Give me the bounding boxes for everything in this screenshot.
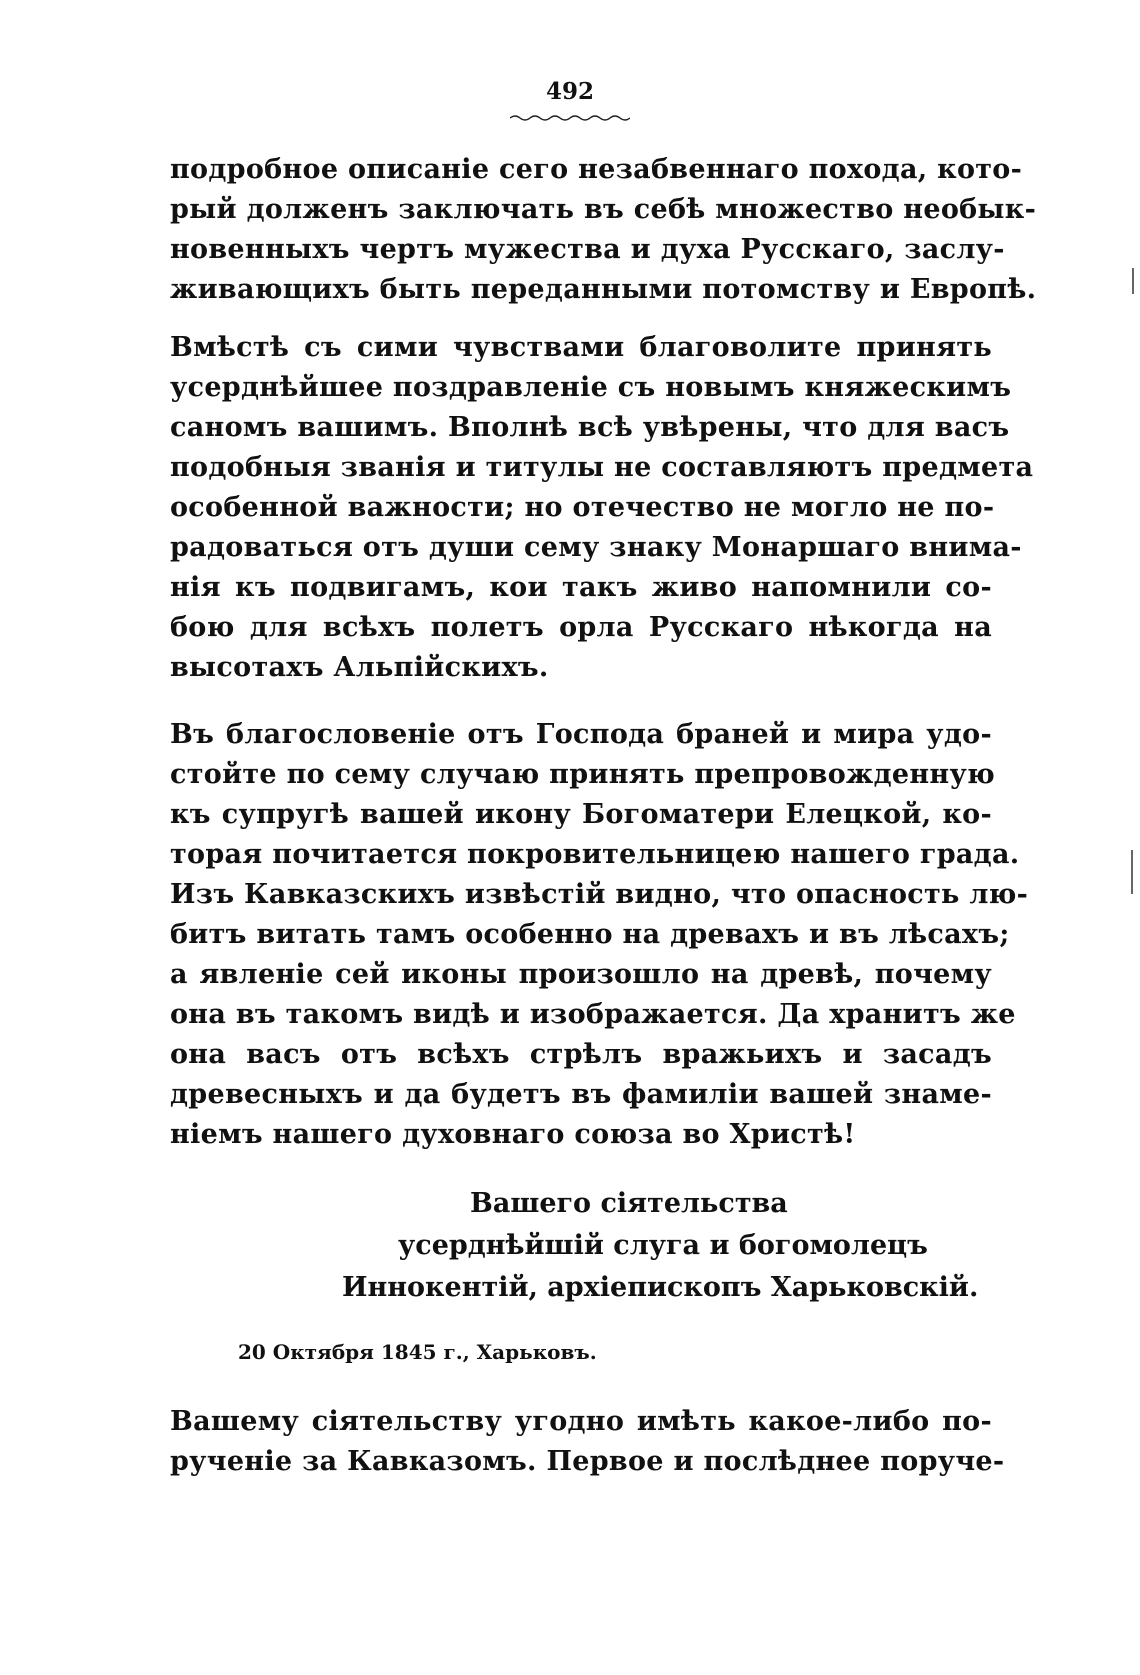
text-line: саномъ вашимъ. Вполнѣ всѣ увѣрены, что для васъ (170, 412, 1010, 443)
text-line: высотахъ Альпійскихъ. (170, 652, 549, 683)
paragraph-3 (170, 715, 1029, 1155)
text-line: битъ витать тамъ особенно на древахъ и въ лѣсахъ; (170, 919, 1010, 950)
text-line: нія къ подвигамъ, кои такъ живо напомнили со- (170, 572, 992, 603)
signature-line-1: Вашего сіятельства (470, 1188, 788, 1219)
text-line: Изъ Кавказскихъ извѣстій видно, что опасность лю- (170, 879, 1029, 910)
text-line: Вашему сіятельству угодно имѣть какое-либо по- (170, 1406, 992, 1437)
text-line: усерднѣйшее поздравленіе съ новымъ княжескимъ (170, 372, 1012, 403)
paragraph-2 (170, 328, 1034, 688)
signature-line-3: Иннокентій, архіепископъ Харьковскій. (342, 1272, 979, 1303)
letter-date: 20 Октября 1845 г., Харьковъ. (238, 1340, 597, 1364)
text-line: ніемъ нашего духовнаго союза во Христѣ! (170, 1119, 856, 1150)
text-line: живающихъ быть переданными потомству и Европѣ. (170, 274, 1037, 305)
text-line: Въ благословеніе отъ Господа браней и мира удо- (170, 719, 992, 750)
text-line: особенной важности; но отечество не могло не по- (170, 492, 995, 523)
text-line: радоваться отъ души сему знаку Монаршаго внима- (170, 532, 1022, 563)
signature-line-2: усерднѣйшій слуга и богомолецъ (398, 1230, 928, 1261)
text-line: а явленіе сей иконы произошло на древѣ, почему (170, 959, 992, 990)
paragraph-1 (170, 150, 1037, 310)
text-line: рый долженъ заключать въ себѣ множество необык- (170, 194, 1037, 225)
text-line: бою для всѣхъ полетъ орла Русскаго нѣкогда на (170, 612, 992, 643)
margin-mark (1132, 268, 1134, 294)
text-line: древесныхъ и да будетъ въ фамиліи вашей знаме- (170, 1079, 992, 1110)
text-line: торая почитается покровительницею нашего града. (170, 839, 1020, 870)
page-number-ornament (510, 114, 630, 122)
text-line: стойте по сему случаю принять препровожденную (170, 759, 996, 790)
page-number: 492 (545, 78, 594, 105)
text-line: она въ такомъ видѣ и изображается. Да хранитъ же (170, 999, 1016, 1030)
text-line: подробное описаніе сего незабвеннаго похода, кото- (170, 154, 1023, 185)
text-line: новенныхъ чертъ мужества и духа Русскаго, заслу- (170, 234, 1005, 265)
text-line: Вмѣстѣ съ сими чувствами благоволите принять (170, 332, 992, 363)
text-line: къ супругѣ вашей икону Богоматери Елецкой, ко- (170, 799, 992, 830)
text-line: подобныя званія и титулы не составляютъ предмета (170, 452, 1034, 483)
paragraph-4 (170, 1402, 1005, 1482)
margin-mark (1131, 850, 1133, 894)
text-line: рученіе за Кавказомъ. Первое и послѣднее поруче- (170, 1446, 1005, 1477)
text-line: она васъ отъ всѣхъ стрѣлъ вражьихъ и засадъ (170, 1039, 992, 1070)
